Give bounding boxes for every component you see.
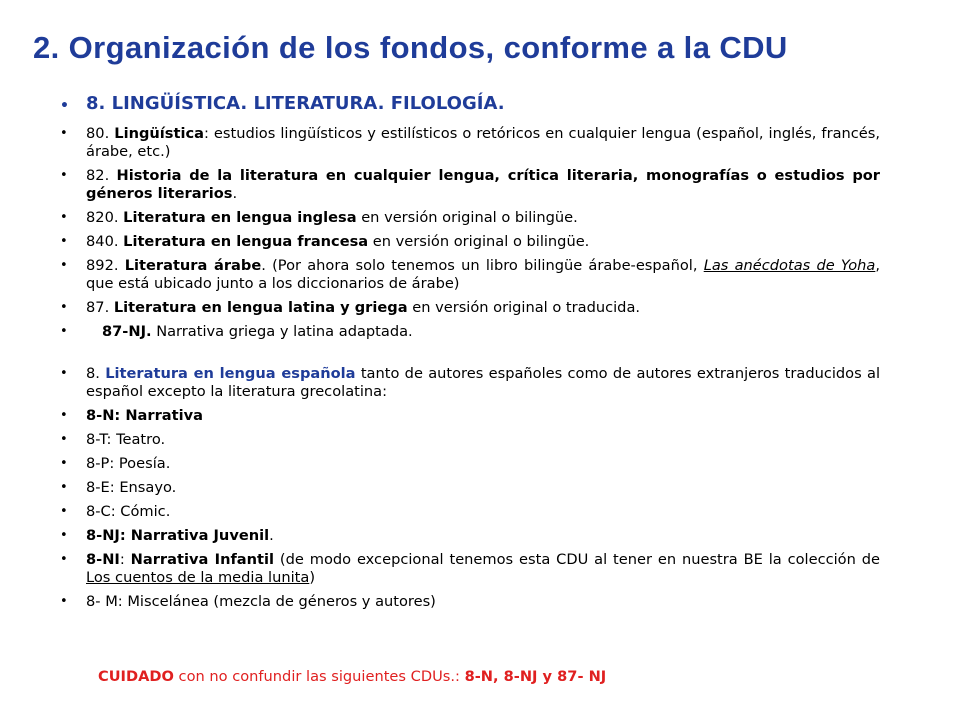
warning-note — [98, 668, 606, 685]
warning-codes: 8-N, 8-NJ y 87- NJ — [464, 668, 607, 685]
warning-text: con no confundir las siguientes CDUs.: — [173, 668, 465, 685]
list-item-820 — [60, 209, 880, 227]
item-description: en versión original o bilingüe. — [356, 209, 578, 226]
item-text: 8- M: Miscelánea (mezcla de géneros y autores) — [86, 593, 436, 610]
heading-text: 8. LINGÜÍSTICA. LITERATURA. FILOLOGÍA. — [86, 93, 505, 114]
item-description: . — [232, 185, 238, 202]
book-title: Los cuentos de la media lunita — [86, 569, 310, 586]
bullet-icon: • — [60, 98, 69, 114]
item-title: Narrativa Infantil — [130, 551, 275, 568]
bullet-list — [60, 92, 880, 617]
warning-label: CUIDADO — [98, 668, 174, 685]
item-text: 8-T: Teatro. — [86, 431, 166, 448]
item-title: Literatura en lengua inglesa — [123, 209, 357, 226]
item-title: Historia de la literatura en cualquier lengua, crítica literaria, monografías o estudios por géneros literarios — [86, 167, 881, 202]
list-item-87 — [60, 299, 880, 317]
list-item-8-c — [60, 503, 880, 521]
item-title: 8-N: Narrativa — [86, 407, 203, 424]
item-text: 8-C: Cómic. — [86, 503, 171, 520]
list-item-87-nj — [60, 323, 880, 341]
bullet-icon: • — [60, 324, 68, 339]
item-code: 80. — [86, 125, 110, 142]
list-item-840 — [60, 233, 880, 251]
bullet-icon: • — [60, 594, 68, 609]
item-title: Literatura en lengua francesa — [123, 233, 369, 250]
item-text: 8-P: Poesía. — [86, 455, 171, 472]
item-description: . — [269, 527, 274, 544]
item-title: 87-NJ. — [102, 323, 152, 340]
bullet-icon: • — [60, 366, 68, 381]
item-description: en versión original o traducida. — [407, 299, 641, 316]
item-title: Literatura en lengua española — [105, 365, 356, 382]
item-description-end: , que está ubicado junto a los diccionarios de árabe) — [86, 257, 880, 292]
bullet-icon: • — [60, 456, 68, 471]
list-item-8-ni — [60, 551, 880, 587]
item-description: (de modo excepcional tenemos esta CDU al tener en nuestra BE la colección de — [274, 551, 880, 568]
list-item-80 — [60, 125, 880, 161]
item-description: . (Por ahora solo tenemos un libro bilingüe árabe-español, — [261, 257, 704, 274]
bullet-icon: • — [60, 504, 68, 519]
bullet-icon: • — [60, 300, 68, 315]
bullet-icon: • — [60, 234, 68, 249]
item-title: Literatura árabe — [124, 257, 262, 274]
bullet-icon: • — [60, 210, 68, 225]
item-title: Lingüística — [114, 125, 204, 142]
list-item-8 — [60, 365, 880, 401]
item-text: 8-E: Ensayo. — [86, 479, 177, 496]
item-description: Narrativa griega y latina adaptada. — [151, 323, 413, 340]
bullet-icon: • — [60, 480, 68, 495]
bullet-icon: • — [60, 408, 68, 423]
list-item-8-t — [60, 431, 880, 449]
item-separator: : — [119, 551, 131, 568]
item-code: 840. — [86, 233, 119, 250]
item-description: tanto de autores españoles como de autores extranjeros traducidos al español excepto la literatura grecolatina: — [86, 365, 881, 400]
list-item-8-m — [60, 593, 880, 611]
item-code: 82. — [86, 167, 110, 184]
bullet-icon: • — [60, 258, 68, 273]
item-code: 892. — [86, 257, 119, 274]
list-item-8-nj — [60, 527, 880, 545]
item-code: 8-NI — [86, 551, 120, 568]
bullet-icon: • — [60, 432, 68, 447]
list-item-892 — [60, 257, 880, 293]
list-item-82 — [60, 167, 880, 203]
list-item-8-p — [60, 455, 880, 473]
list-item-heading-8 — [60, 92, 880, 116]
bullet-icon: • — [60, 168, 68, 183]
bullet-icon: • — [60, 126, 68, 141]
list-item-8-n — [60, 407, 880, 425]
list-item-8-e — [60, 479, 880, 497]
item-title: Literatura en lengua latina y griega — [113, 299, 408, 316]
item-code: 87. — [86, 299, 110, 316]
book-title: Las anécdotas de Yoha — [703, 257, 876, 274]
item-description: en versión original o bilingüe. — [368, 233, 590, 250]
list-spacer — [60, 347, 880, 365]
bullet-icon: • — [60, 528, 68, 543]
item-code: 8. — [86, 365, 100, 382]
item-description: : estudios lingüísticos y estilísticos o retóricos en cualquier lengua (español, inglés, francés, árabe, etc.) — [86, 125, 881, 160]
item-code: 820. — [86, 209, 119, 226]
slide-title: 2. Organización de los fondos, conforme a la CDU — [33, 30, 788, 65]
item-title: 8-NJ: Narrativa Juvenil — [86, 527, 270, 544]
item-description-end: ) — [309, 569, 316, 586]
bullet-icon: • — [60, 552, 68, 567]
